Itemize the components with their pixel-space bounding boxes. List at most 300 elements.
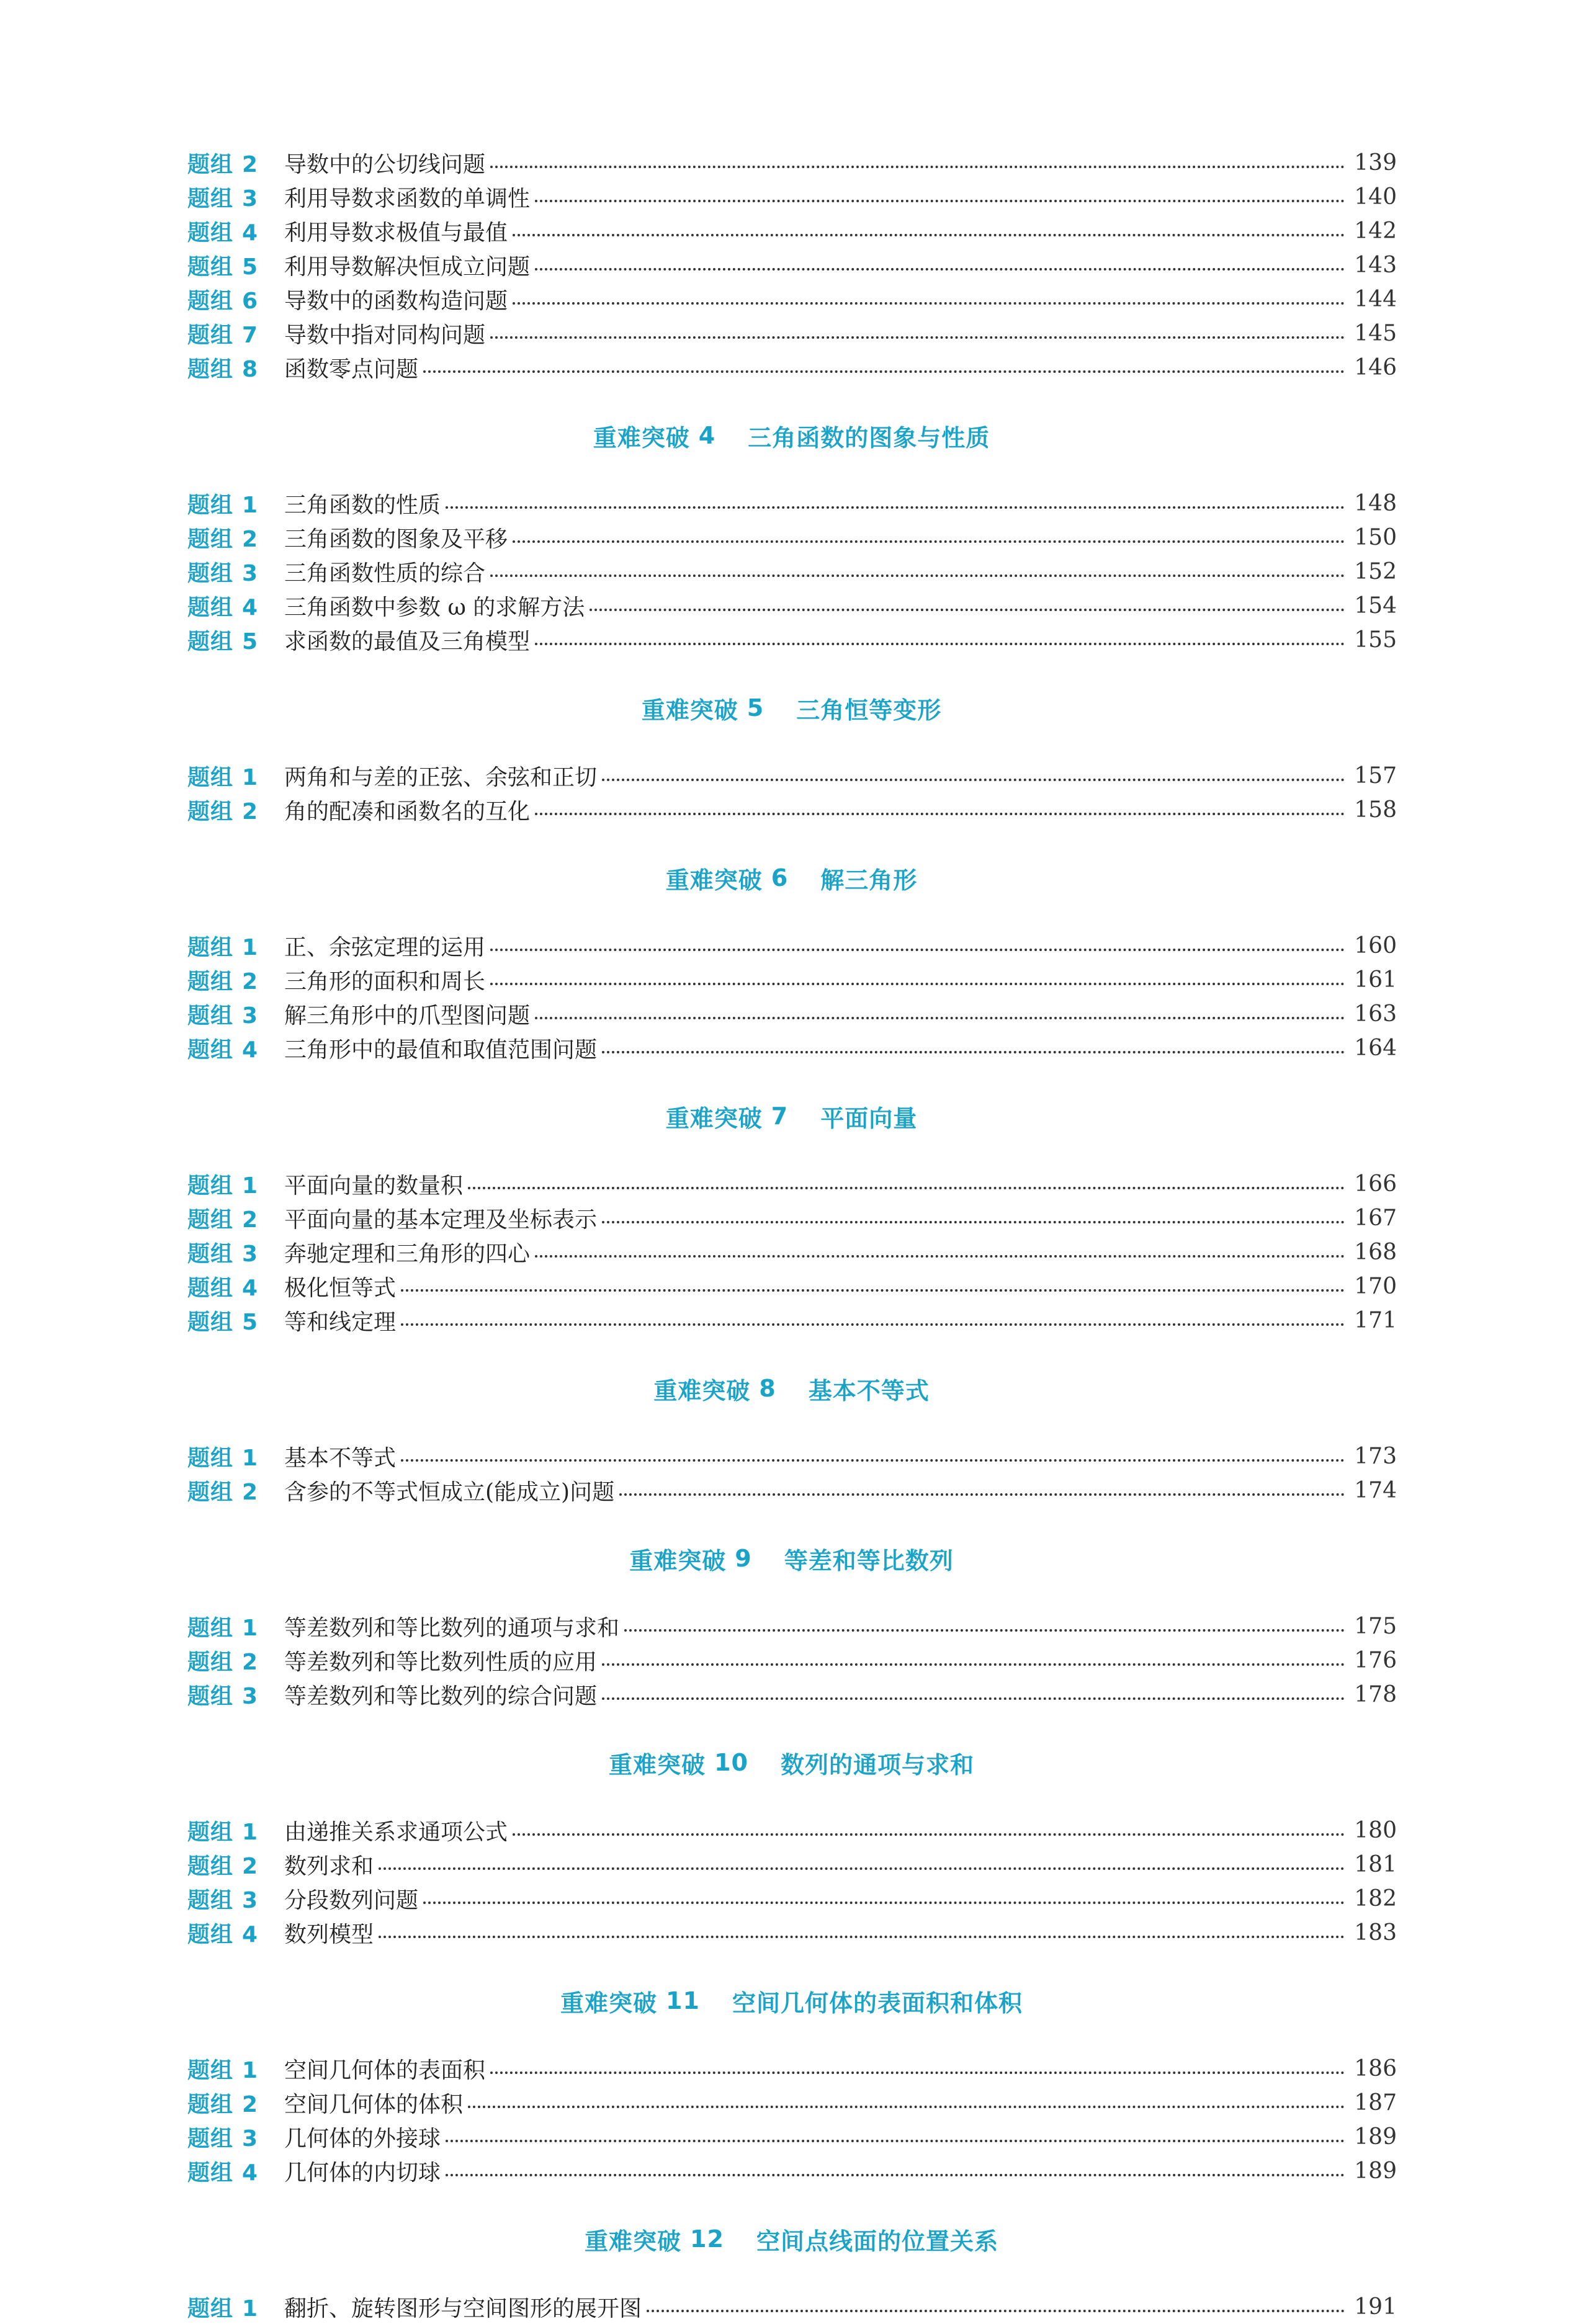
entry-page-number: 140: [1354, 184, 1397, 210]
group-number: 1: [242, 1616, 259, 1641]
dot-leader: [423, 1901, 1345, 1904]
entry-page-number: 186: [1354, 2056, 1397, 2081]
group-label-text: 题组: [187, 1854, 234, 1879]
section-heading: [0, 827, 1583, 929]
entry-group-label: [187, 930, 284, 962]
section-heading-number: 4: [698, 422, 716, 449]
toc-section: [0, 2188, 1583, 2324]
section-heading-number: 6: [771, 864, 789, 892]
group-number: 3: [242, 1888, 259, 1913]
dot-leader: [423, 370, 1345, 373]
section-heading-label: 重难突破: [585, 2227, 682, 2255]
group-label-text: 题组: [187, 1446, 234, 1471]
toc-entry[interactable]: [0, 963, 1583, 997]
dot-leader: [490, 2071, 1345, 2074]
entry-title: 三角函数中参数 ω 的求解方法: [284, 595, 585, 620]
entry-page-number: 164: [1354, 1035, 1397, 1061]
entry-group-label: [187, 2121, 284, 2153]
entry-title: 奔驰定理和三角形的四心: [284, 1241, 531, 1267]
group-number: 3: [242, 1684, 259, 1709]
group-number: 3: [242, 186, 259, 212]
entry-group-label: [187, 249, 284, 281]
entry-group-label: [187, 624, 284, 656]
toc-section: [0, 827, 1583, 1065]
dot-leader: [379, 1867, 1345, 1870]
dot-leader: [602, 778, 1345, 781]
entry-title: 平面向量的数量积: [284, 1173, 464, 1199]
dot-leader: [401, 1323, 1345, 1326]
entry-title: 三角形中的最值和取值范围问题: [284, 1037, 598, 1063]
dot-leader: [624, 1629, 1345, 1632]
entry-group-label: [187, 147, 284, 179]
entry-title: 正、余弦定理的运用: [284, 935, 486, 960]
toc-section: [0, 1950, 1583, 2188]
entry-group-label: [187, 2053, 284, 2085]
entry-title: 空间几何体的体积: [284, 2092, 464, 2117]
group-label-text: 题组: [187, 2296, 234, 2322]
dot-leader: [535, 199, 1345, 202]
section-heading: [0, 2188, 1583, 2290]
toc-section: [0, 657, 1583, 827]
toc-entry[interactable]: [0, 180, 1583, 214]
group-number: 8: [242, 357, 259, 382]
entry-title: 求函数的最值及三角模型: [284, 629, 531, 655]
toc-entry[interactable]: [0, 759, 1583, 793]
group-number: 2: [242, 969, 259, 994]
entry-group-label: [187, 352, 284, 383]
entry-group-label: [187, 1475, 284, 1506]
entry-group-label: [187, 1611, 284, 1642]
toc-entry[interactable]: [0, 2086, 1583, 2120]
section-heading-title: 三角函数的图象与性质: [748, 424, 990, 452]
section-heading: [0, 1950, 1583, 2052]
toc-section: [0, 385, 1583, 657]
section-heading-title: 空间点线面的位置关系: [756, 2227, 998, 2255]
dot-leader: [602, 1697, 1345, 1700]
section-heading: [0, 657, 1583, 759]
entry-title: 三角函数的性质: [284, 493, 441, 518]
entry-page-number: 139: [1354, 150, 1397, 176]
group-label-text: 题组: [187, 595, 234, 620]
section-heading-title: 空间几何体的表面积和体积: [732, 1989, 1023, 2017]
group-number: 2: [242, 1480, 259, 1505]
group-label-text: 题组: [187, 152, 234, 177]
entry-page-number: 163: [1354, 1001, 1397, 1027]
entry-title: 两角和与差的正弦、余弦和正切: [284, 765, 598, 790]
entry-title: 极化恒等式: [284, 1276, 397, 1301]
toc-entry[interactable]: [0, 248, 1583, 282]
dot-leader: [446, 506, 1345, 509]
toc-section: [0, 1712, 1583, 1950]
dot-leader: [535, 642, 1345, 645]
group-label-text: 题组: [187, 1276, 234, 1301]
dot-leader: [401, 1459, 1345, 1462]
section-heading-number: 11: [666, 1987, 700, 2014]
section-heading-number: 5: [747, 694, 765, 722]
entry-page-number: 145: [1354, 321, 1397, 346]
dot-leader: [490, 336, 1345, 339]
dot-leader: [535, 267, 1345, 270]
entry-title: 平面向量的基本定理及坐标表示: [284, 1207, 598, 1233]
entry-group-label: [187, 556, 284, 588]
dot-leader: [446, 2173, 1345, 2176]
entry-title: 翻折、旋转图形与空间图形的展开图: [284, 2296, 642, 2322]
entry-page-number: 157: [1354, 763, 1397, 789]
dot-leader: [490, 165, 1345, 168]
entry-title: 导数中指对同构问题: [284, 323, 486, 348]
entry-title: 由递推关系求通项公式: [284, 1820, 508, 1845]
entry-title: 分段数列问题: [284, 1888, 419, 1913]
group-number: 4: [242, 1922, 259, 1947]
entry-page-number: 187: [1354, 2090, 1397, 2116]
entry-title: 等差数列和等比数列性质的应用: [284, 1650, 598, 1675]
section-heading: [0, 385, 1583, 486]
entry-group-label: [187, 1441, 284, 1472]
group-number: 2: [242, 2092, 259, 2117]
dot-leader: [490, 982, 1345, 985]
toc-section: [0, 146, 1583, 385]
group-number: 2: [242, 1207, 259, 1233]
group-label-text: 题组: [187, 1310, 234, 1335]
group-label-text: 题组: [187, 2058, 234, 2083]
dot-leader: [446, 2139, 1345, 2142]
entry-group-label: [187, 794, 284, 826]
entry-title: 利用导数解决恒成立问题: [284, 254, 531, 280]
dot-leader: [490, 574, 1345, 577]
entry-group-label: [187, 1032, 284, 1064]
group-number: 1: [242, 765, 259, 790]
section-heading: [0, 1065, 1583, 1167]
toc-entry[interactable]: [0, 1882, 1583, 1916]
entry-page-number: 182: [1354, 1886, 1397, 1911]
group-number: 5: [242, 629, 259, 655]
entry-page-number: 144: [1354, 287, 1397, 312]
group-number: 4: [242, 595, 259, 620]
entry-group-label: [187, 1679, 284, 1710]
group-label-text: 题组: [187, 1241, 234, 1267]
entry-group-label: [187, 964, 284, 996]
entry-group-label: [187, 488, 284, 519]
section-heading: [0, 1338, 1583, 1439]
group-number: 3: [242, 1241, 259, 1267]
toc-entry[interactable]: [0, 793, 1583, 827]
entry-page-number: 189: [1354, 2158, 1397, 2184]
entry-group-label: [187, 284, 284, 315]
entry-group-label: [187, 215, 284, 247]
toc-entry[interactable]: [0, 1235, 1583, 1269]
toc-entry[interactable]: [0, 1916, 1583, 1950]
group-label-text: 题组: [187, 2160, 234, 2186]
group-number: 1: [242, 1446, 259, 1471]
entry-page-number: 155: [1354, 627, 1397, 653]
section-heading-label: 重难突破: [653, 1377, 751, 1405]
entry-page-number: 142: [1354, 218, 1397, 244]
entry-group-label: [187, 2155, 284, 2187]
toc-entry[interactable]: [0, 282, 1583, 316]
section-heading-number: 10: [714, 1749, 748, 1776]
toc-entry[interactable]: [0, 997, 1583, 1031]
group-number: 4: [242, 2160, 259, 2186]
entry-title: 导数中的公切线问题: [284, 152, 486, 177]
group-label-text: 题组: [187, 1207, 234, 1233]
entry-title: 数列求和: [284, 1854, 374, 1879]
section-heading-label: 重难突破: [665, 1104, 763, 1132]
entry-page-number: 183: [1354, 1920, 1397, 1946]
toc-entry[interactable]: [0, 589, 1583, 623]
entry-page-number: 176: [1354, 1648, 1397, 1673]
toc-entry[interactable]: [0, 2290, 1583, 2324]
group-label-text: 题组: [187, 288, 234, 314]
toc-section: [0, 1065, 1583, 1338]
group-number: 2: [242, 1854, 259, 1879]
entry-group-label: [187, 1168, 284, 1200]
dot-leader: [513, 1833, 1345, 1836]
dot-leader: [468, 1186, 1345, 1189]
toc-entry[interactable]: [0, 1678, 1583, 1712]
dot-leader: [513, 233, 1345, 236]
group-label-text: 题组: [187, 799, 234, 825]
toc-entry[interactable]: [0, 2052, 1583, 2086]
entry-title: 几何体的外接球: [284, 2126, 441, 2152]
entry-group-label: [187, 1917, 284, 1949]
entry-page-number: 174: [1354, 1478, 1397, 1503]
entry-page-number: 143: [1354, 253, 1397, 278]
toc-entry[interactable]: [0, 1473, 1583, 1508]
entry-title: 等差数列和等比数列的综合问题: [284, 1684, 598, 1709]
dot-leader: [513, 302, 1345, 305]
entry-page-number: 180: [1354, 1818, 1397, 1843]
entry-page-number: 146: [1354, 355, 1397, 380]
dot-leader: [535, 812, 1345, 815]
group-number: 5: [242, 254, 259, 280]
section-heading-label: 重难突破: [629, 1547, 727, 1575]
toc-entry[interactable]: [0, 2120, 1583, 2154]
group-number: 1: [242, 935, 259, 960]
entry-page-number: 154: [1354, 593, 1397, 619]
entry-group-label: [187, 1849, 284, 1880]
group-number: 2: [242, 152, 259, 177]
group-label-text: 题组: [187, 1820, 234, 1845]
group-label-text: 题组: [187, 323, 234, 348]
group-label-text: 题组: [187, 1003, 234, 1029]
entry-page-number: 160: [1354, 933, 1397, 959]
group-label-text: 题组: [187, 493, 234, 518]
toc-entry[interactable]: [0, 1201, 1583, 1235]
dot-leader: [513, 540, 1345, 543]
section-heading: [0, 1712, 1583, 1813]
toc-entry[interactable]: [0, 2154, 1583, 2188]
dot-leader: [619, 1493, 1345, 1496]
entry-title: 几何体的内切球: [284, 2160, 441, 2186]
entry-page-number: 178: [1354, 1682, 1397, 1707]
group-label-text: 题组: [187, 527, 234, 552]
entry-title: 数列模型: [284, 1922, 374, 1947]
toc-entry[interactable]: [0, 1813, 1583, 1848]
toc-section: [0, 1338, 1583, 1508]
section-heading-title: 基本不等式: [808, 1377, 930, 1405]
toc-entry[interactable]: [0, 1269, 1583, 1303]
section-heading-title: 平面向量: [820, 1104, 918, 1132]
entry-title: 等和线定理: [284, 1310, 397, 1335]
toc-entry[interactable]: [0, 1609, 1583, 1643]
group-number: 4: [242, 220, 259, 246]
entry-page-number: 158: [1354, 797, 1397, 823]
toc-entry[interactable]: [0, 1643, 1583, 1678]
section-heading-title: 三角恒等变形: [796, 696, 942, 724]
dot-leader: [490, 948, 1345, 951]
group-number: 1: [242, 493, 259, 518]
toc-entry[interactable]: [0, 521, 1583, 555]
toc-entry[interactable]: [0, 555, 1583, 589]
entry-page-number: 189: [1354, 2124, 1397, 2150]
group-number: 4: [242, 1037, 259, 1063]
toc-entry[interactable]: [0, 1303, 1583, 1338]
entry-group-label: [187, 1645, 284, 1676]
toc-entry[interactable]: [0, 1439, 1583, 1473]
entry-group-label: [187, 760, 284, 792]
entry-title: 利用导数求函数的单调性: [284, 186, 531, 212]
dot-leader: [535, 1016, 1345, 1019]
section-heading-title: 数列的通项与求和: [780, 1751, 974, 1779]
entry-title: 含参的不等式恒成立(能成立)问题: [284, 1480, 615, 1505]
entry-page-number: 152: [1354, 559, 1397, 584]
group-number: 4: [242, 1276, 259, 1301]
dot-leader: [401, 1289, 1345, 1292]
group-label-text: 题组: [187, 935, 234, 960]
section-heading-number: 8: [759, 1375, 776, 1402]
entry-page-number: 150: [1354, 525, 1397, 550]
section-heading-title: 等差和等比数列: [784, 1547, 954, 1575]
entry-title: 空间几何体的表面积: [284, 2058, 486, 2083]
toc-entry[interactable]: [0, 623, 1583, 657]
group-number: 7: [242, 323, 259, 348]
entry-group-label: [187, 1271, 284, 1302]
group-number: 2: [242, 527, 259, 552]
entry-page-number: 161: [1354, 967, 1397, 993]
group-number: 1: [242, 1820, 259, 1845]
entry-group-label: [187, 522, 284, 553]
section-heading-number: 12: [690, 2225, 724, 2253]
group-number: 2: [242, 1650, 259, 1675]
group-number: 2: [242, 799, 259, 825]
entry-group-label: [187, 181, 284, 213]
entry-group-label: [187, 2087, 284, 2119]
group-number: 1: [242, 2058, 259, 2083]
dot-leader: [602, 1050, 1345, 1053]
entry-page-number: 167: [1354, 1205, 1397, 1231]
dot-leader: [379, 1935, 1345, 1938]
entry-title: 解三角形中的爪型图问题: [284, 1003, 531, 1029]
entry-page-number: 191: [1354, 2294, 1397, 2320]
group-number: 3: [242, 1003, 259, 1029]
group-label-text: 题组: [187, 1037, 234, 1063]
group-label-text: 题组: [187, 220, 234, 246]
group-number: 6: [242, 288, 259, 314]
section-heading-label: 重难突破: [609, 1751, 706, 1779]
entry-page-number: 175: [1354, 1614, 1397, 1639]
entry-group-label: [187, 1202, 284, 1234]
entry-group-label: [187, 2291, 284, 2323]
toc-section: [0, 1508, 1583, 1712]
section-heading-label: 重难突破: [593, 424, 690, 452]
entry-page-number: 181: [1354, 1852, 1397, 1877]
entry-page-number: 166: [1354, 1171, 1397, 1197]
dot-leader: [647, 2309, 1345, 2312]
group-number: 1: [242, 2296, 259, 2322]
group-label-text: 题组: [187, 629, 234, 655]
entry-group-label: [187, 998, 284, 1030]
entry-title: 利用导数求极值与最值: [284, 220, 508, 246]
entry-group-label: [187, 318, 284, 349]
section-heading-title: 解三角形: [820, 866, 918, 894]
group-label-text: 题组: [187, 1650, 234, 1675]
group-label-text: 题组: [187, 357, 234, 382]
section-heading: [0, 1508, 1583, 1609]
group-label-text: 题组: [187, 1922, 234, 1947]
group-label-text: 题组: [187, 1888, 234, 1913]
group-label-text: 题组: [187, 2126, 234, 2152]
group-label-text: 题组: [187, 561, 234, 586]
entry-title: 三角形的面积和周长: [284, 969, 486, 994]
entry-title: 三角函数性质的综合: [284, 561, 486, 586]
entry-page-number: 170: [1354, 1274, 1397, 1299]
entry-page-number: 148: [1354, 491, 1397, 516]
dot-leader: [602, 1220, 1345, 1223]
entry-title: 三角函数的图象及平移: [284, 527, 508, 552]
toc-entry[interactable]: [0, 351, 1583, 385]
entry-page-number: 171: [1354, 1308, 1397, 1333]
entry-group-label: [187, 1236, 284, 1268]
group-label-text: 题组: [187, 186, 234, 212]
toc-entry[interactable]: [0, 1167, 1583, 1201]
toc-entry[interactable]: [0, 146, 1583, 180]
group-label-text: 题组: [187, 765, 234, 790]
group-label-text: 题组: [187, 254, 234, 280]
entry-title: 角的配凑和函数名的互化: [284, 799, 531, 825]
toc-entry[interactable]: [0, 214, 1583, 248]
group-number: 1: [242, 1173, 259, 1199]
entry-group-label: [187, 1883, 284, 1915]
section-heading-label: 重难突破: [641, 696, 738, 724]
entry-group-label: [187, 1305, 284, 1336]
entry-group-label: [187, 1815, 284, 1846]
dot-leader: [535, 1254, 1345, 1258]
toc-entry[interactable]: [0, 486, 1583, 521]
toc-entry[interactable]: [0, 1031, 1583, 1065]
toc-entry[interactable]: [0, 929, 1583, 963]
dot-leader: [590, 608, 1345, 611]
dot-leader: [468, 2105, 1345, 2108]
entry-title: 导数中的函数构造问题: [284, 288, 508, 314]
group-label-text: 题组: [187, 2092, 234, 2117]
group-number: 3: [242, 561, 259, 586]
section-heading-label: 重难突破: [665, 866, 763, 894]
group-label-text: 题组: [187, 1480, 234, 1505]
toc-entry[interactable]: [0, 316, 1583, 351]
group-number: 3: [242, 2126, 259, 2152]
group-label-text: 题组: [187, 1173, 234, 1199]
entry-title: 函数零点问题: [284, 357, 419, 382]
entry-title: 基本不等式: [284, 1446, 397, 1471]
group-label-text: 题组: [187, 1616, 234, 1641]
entry-page-number: 168: [1354, 1240, 1397, 1265]
group-label-text: 题组: [187, 1684, 234, 1709]
section-heading-label: 重难突破: [560, 1989, 658, 2017]
entry-page-number: 173: [1354, 1444, 1397, 1469]
group-label-text: 题组: [187, 969, 234, 994]
toc-entry[interactable]: [0, 1848, 1583, 1882]
group-number: 5: [242, 1310, 259, 1335]
